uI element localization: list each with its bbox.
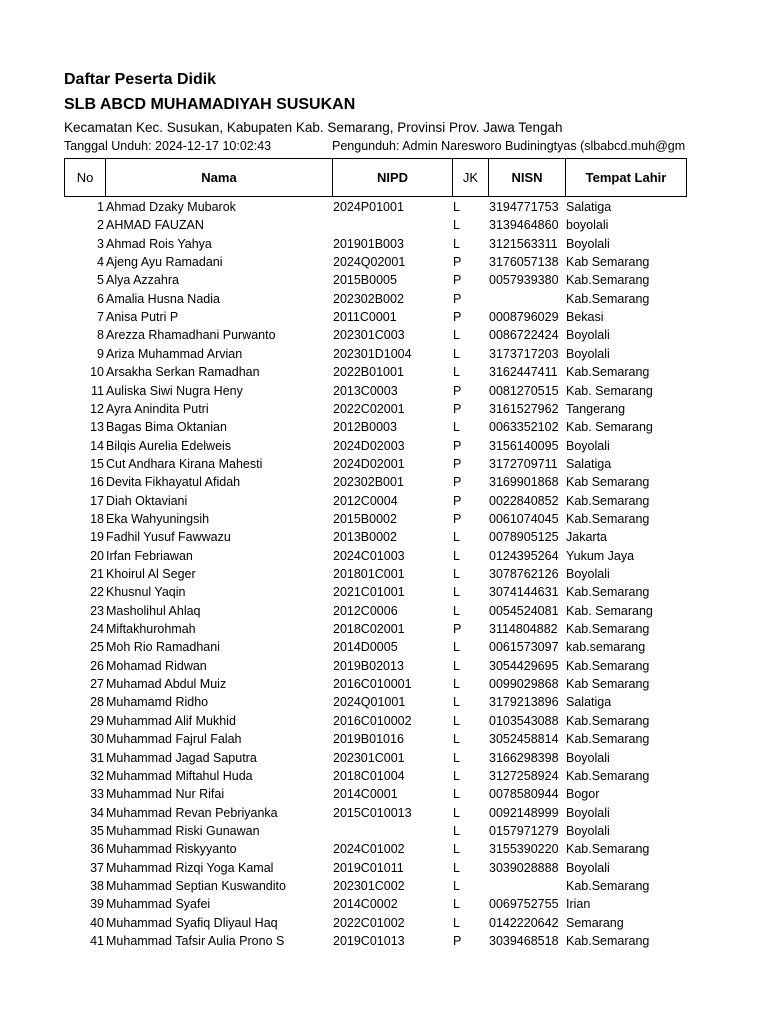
row-nipd: 2015B0002: [333, 511, 397, 526]
row-tempat-lahir: Bogor: [566, 787, 600, 802]
row-jk: L: [453, 878, 460, 893]
row-nisn: 3162447411: [489, 365, 558, 380]
row-nisn: 3052458814: [489, 732, 559, 747]
row-tempat-lahir: Salatiga: [566, 200, 612, 214]
row-jk: P: [453, 383, 462, 398]
row-nisn: 3114804882: [489, 622, 558, 637]
row-tempat-lahir: Boyolali: [566, 328, 610, 343]
row-nisn: 0099029868: [489, 677, 559, 692]
row-nisn: 3078762126: [489, 567, 559, 581]
row-nisn: 0086722424: [489, 328, 559, 343]
row-no: 19: [90, 530, 104, 545]
row-jk: L: [453, 236, 460, 251]
row-tempat-lahir: Irian: [566, 897, 591, 912]
row-nama: Auliska Siwi Nugra Heny: [106, 383, 243, 398]
row-nipd: 2012C0004: [333, 493, 398, 508]
row-nipd: 2016C010001: [333, 677, 412, 692]
row-nisn: 3054429695: [489, 658, 559, 673]
row-nisn: 3194771753: [489, 200, 559, 214]
row-no: 28: [90, 695, 104, 710]
row-nama: Muhamamd Ridho: [106, 695, 209, 710]
row-tempat-lahir: Semarang: [566, 915, 624, 930]
row-jk: L: [453, 530, 460, 545]
row-nisn: 0092148999: [489, 805, 559, 820]
row-nipd: 2019B02013: [333, 658, 404, 673]
row-nisn: 3074144631: [489, 585, 559, 600]
row-tempat-lahir: Kab.Semarang: [566, 365, 650, 380]
row-jk: L: [453, 897, 460, 912]
row-nipd: 2018C02001: [333, 622, 405, 637]
row-nama: Alya Azzahra: [106, 273, 179, 288]
row-tempat-lahir: Kab Semarang: [566, 677, 650, 692]
row-nama: Ayra Anindita Putri: [106, 401, 209, 416]
header-jk: JK: [453, 159, 489, 196]
row-nisn: 0078580944: [489, 787, 559, 802]
row-jk: L: [453, 658, 460, 673]
row-nipd: 2018C01004: [333, 768, 405, 783]
download-date: Tanggal Unduh: 2024-12-17 10:02:43: [64, 139, 272, 153]
row-nisn: 0078905125: [489, 530, 559, 545]
row-no: 40: [90, 915, 104, 930]
row-tempat-lahir: Boyolali: [566, 805, 610, 820]
row-no: 13: [90, 420, 104, 435]
row-no: 27: [90, 677, 104, 692]
row-jk: L: [453, 823, 460, 838]
row-nipd: 2014C0002: [333, 897, 398, 912]
row-no: 5: [97, 273, 104, 288]
row-nipd: 2016C010002: [333, 713, 412, 728]
row-nipd: 2012C0006: [333, 603, 398, 618]
row-nipd: 2024D02001: [333, 456, 405, 471]
row-tempat-lahir: boyolali: [566, 218, 609, 233]
row-nipd: 202302B001: [333, 475, 404, 490]
row-no: 32: [90, 768, 104, 783]
row-tempat-lahir: Yukum Jaya: [566, 548, 635, 563]
row-tempat-lahir: Kab. Semarang: [566, 420, 653, 435]
row-nisn: 3039028888: [489, 860, 559, 875]
row-jk: L: [453, 805, 460, 820]
row-jk: P: [453, 622, 462, 637]
row-nama: Muhammad Syafei: [106, 897, 211, 912]
row-nipd: 2022C01002: [333, 915, 405, 930]
row-tempat-lahir: Kab.Semarang: [566, 622, 650, 637]
row-no: 41: [90, 934, 104, 948]
row-tempat-lahir: Boyolali: [566, 750, 610, 765]
row-nipd: 2024P01001: [333, 200, 404, 214]
header-nama: Nama: [106, 159, 333, 196]
row-nipd: 2013C0003: [333, 383, 398, 398]
row-jk: L: [453, 677, 460, 692]
row-nipd: 2019C01013: [333, 934, 405, 948]
row-nipd: 2013B0002: [333, 530, 397, 545]
row-tempat-lahir: Boyolali: [566, 236, 610, 251]
row-tempat-lahir: Kab.Semarang: [566, 291, 650, 306]
row-nama: Muhammad Fajrul Falah: [106, 732, 242, 747]
row-tempat-lahir: Kab.Semarang: [566, 511, 650, 526]
row-jk: P: [453, 493, 462, 508]
row-tempat-lahir: Kab Semarang: [566, 475, 650, 490]
row-nipd: 2021C01001: [333, 585, 405, 600]
row-nama: Muhammad Riskyyanto: [106, 842, 237, 857]
row-tempat-lahir: Kab Semarang: [566, 255, 650, 270]
row-nisn: 0063352102: [489, 420, 559, 435]
row-no: 29: [90, 713, 104, 728]
row-nipd: 2014C0001: [333, 787, 398, 802]
row-tempat-lahir: Tangerang: [566, 401, 626, 416]
row-nisn: 3139464860: [489, 218, 559, 233]
row-no: 16: [90, 475, 104, 490]
row-jk: L: [453, 346, 460, 361]
row-nama: Muhamad Abdul Muiz: [106, 677, 227, 692]
row-nisn: 0142220642: [489, 915, 559, 930]
row-nama: Khusnul Yaqin: [106, 585, 186, 600]
row-nama: Muhammad Riski Gunawan: [106, 823, 260, 838]
row-tempat-lahir: Salatiga: [566, 456, 612, 471]
row-nama: Bilqis Aurelia Edelweis: [106, 438, 232, 453]
row-nama: Ariza Muhammad Arvian: [106, 346, 243, 361]
row-jk: P: [453, 438, 462, 453]
row-nipd: 2024Q01001: [333, 695, 406, 710]
row-jk: L: [453, 218, 460, 233]
row-nisn: 0061573097: [489, 640, 559, 655]
row-nama: Masholihul Ahlaq: [106, 603, 201, 618]
row-no: 6: [97, 291, 104, 306]
row-nama: Muhammad Syafiq Dliyaul Haq: [106, 915, 278, 930]
row-nama: Ahmad Rois Yahya: [106, 236, 212, 251]
row-tempat-lahir: Boyolali: [566, 438, 610, 453]
row-nisn: 3172709711: [489, 456, 558, 471]
row-tempat-lahir: Kab.Semarang: [566, 273, 650, 288]
row-tempat-lahir: Kab.Semarang: [566, 732, 650, 747]
header-nipd: NIPD: [333, 159, 453, 196]
row-nama: Anisa Putri P: [106, 310, 179, 325]
row-jk: L: [453, 732, 460, 747]
row-nama: Amalia Husna Nadia: [106, 291, 220, 306]
row-jk: L: [453, 420, 460, 435]
row-jk: L: [453, 365, 460, 380]
row-tempat-lahir: Kab.Semarang: [566, 842, 650, 857]
row-nama: Diah Oktaviani: [106, 493, 188, 508]
row-jk: L: [453, 603, 460, 618]
row-jk: P: [453, 475, 462, 490]
row-nisn: 3176057138: [489, 255, 559, 270]
row-nisn: 0069752755: [489, 897, 559, 912]
row-no: 25: [90, 640, 104, 655]
row-jk: L: [453, 328, 460, 343]
row-nama: Muhammad Nur Rifai: [106, 787, 225, 802]
row-nisn: 3127258924: [489, 768, 559, 783]
row-nipd: 201901B003: [333, 236, 404, 251]
row-nipd: 2019B01016: [333, 732, 404, 747]
row-jk: L: [453, 640, 460, 655]
row-tempat-lahir: Salatiga: [566, 695, 612, 710]
row-jk: L: [453, 787, 460, 802]
row-tempat-lahir: Kab. Semarang: [566, 603, 653, 618]
row-nama: Muhammad Revan Pebriyanka: [106, 805, 278, 820]
row-nipd: 2022C02001: [333, 401, 405, 416]
row-tempat-lahir: Kab.Semarang: [566, 768, 650, 783]
row-nama: Khoirul Al Seger: [106, 567, 196, 581]
row-no: 30: [90, 732, 104, 747]
row-jk: P: [453, 401, 462, 416]
row-jk: L: [453, 200, 460, 214]
row-jk: P: [453, 255, 462, 270]
row-nama: Muhammad Septian Kuswandito: [106, 878, 286, 893]
row-jk: L: [453, 750, 460, 765]
row-no: 22: [90, 585, 104, 600]
row-nama: Mohamad Ridwan: [106, 658, 207, 673]
row-nipd: 2019C01011: [333, 860, 404, 875]
row-no: 39: [90, 897, 104, 912]
school-name: SLB ABCD MUHAMADIYAH SUSUKAN: [64, 96, 356, 113]
row-no: 20: [90, 548, 104, 563]
row-no: 21: [90, 567, 104, 581]
row-tempat-lahir: Kab.Semarang: [566, 493, 650, 508]
row-nisn: 0022840852: [489, 493, 559, 508]
row-nama: Arezza Rhamadhani Purwanto: [106, 328, 276, 343]
row-nisn: 0054524081: [489, 603, 559, 618]
row-no: 2: [97, 218, 104, 233]
row-nipd: 202301C001: [333, 750, 405, 765]
row-no: 18: [90, 511, 104, 526]
row-no: 12: [90, 401, 104, 416]
row-nama: Moh Rio Ramadhani: [106, 640, 220, 655]
row-jk: P: [453, 273, 462, 288]
row-nipd: 202301D1004: [333, 346, 412, 361]
row-nama: Muhammad Miftahul Huda: [106, 768, 253, 783]
row-no: 23: [90, 603, 104, 618]
row-nisn: 3166298398: [489, 750, 559, 765]
row-jk: L: [453, 915, 460, 930]
row-nisn: 0103543088: [489, 713, 559, 728]
row-no: 33: [90, 787, 104, 802]
document-title: Daftar Peserta Didik: [64, 71, 217, 88]
row-nama: Miftakhurohmah: [106, 622, 196, 637]
row-tempat-lahir: Kab. Semarang: [566, 383, 653, 398]
row-nisn: 3121563311: [489, 236, 558, 251]
row-tempat-lahir: Boyolali: [566, 823, 610, 838]
row-no: 3: [97, 236, 104, 251]
location-line: Kecamatan Kec. Susukan, Kabupaten Kab. Semarang, Provinsi Prov. Jawa Tengah: [64, 120, 563, 135]
row-nipd: 2022B01001: [333, 365, 404, 380]
row-tempat-lahir: Boyolali: [566, 860, 610, 875]
row-tempat-lahir: kab.semarang: [566, 640, 646, 655]
row-nama: Ajeng Ayu Ramadani: [106, 255, 223, 270]
row-nama: Devita Fikhayatul Afidah: [106, 475, 241, 490]
row-nipd: 202301C002: [333, 878, 405, 893]
row-nisn: 3039468518: [489, 934, 559, 948]
row-nisn: 3179213896: [489, 695, 559, 710]
row-nipd: 2024Q02001: [333, 255, 406, 270]
row-jk: L: [453, 548, 460, 563]
row-nipd: 2015B0005: [333, 273, 397, 288]
row-nama: Muhammad Jagad Saputra: [106, 750, 257, 765]
row-no: 9: [97, 346, 104, 361]
row-no: 31: [90, 750, 104, 765]
row-jk: P: [453, 456, 462, 471]
row-tempat-lahir: Kab.Semarang: [566, 658, 650, 673]
row-nama: Fadhil Yusuf Fawwazu: [106, 530, 231, 545]
header-nisn: NISN: [489, 159, 566, 196]
row-jk: L: [453, 860, 460, 875]
row-tempat-lahir: Jakarta: [566, 530, 607, 545]
row-nisn: 3155390220: [489, 842, 559, 857]
row-nisn: 0061074045: [489, 511, 559, 526]
row-jk: P: [453, 934, 462, 948]
row-tempat-lahir: Boyolali: [566, 346, 610, 361]
row-no: 36: [90, 842, 104, 857]
row-no: 10: [90, 365, 104, 380]
row-nama: Muhammad Tafsir Aulia Prono S: [106, 934, 285, 948]
row-nama: Bagas Bima Oktanian: [106, 420, 227, 435]
row-jk: L: [453, 768, 460, 783]
row-no: 17: [90, 493, 104, 508]
row-nisn: 0157971279: [489, 823, 559, 838]
row-jk: L: [453, 585, 460, 600]
row-no: 7: [97, 310, 104, 325]
row-tempat-lahir: Kab.Semarang: [566, 585, 650, 600]
row-no: 37: [90, 860, 104, 875]
table-header: [64, 158, 687, 197]
row-jk: P: [453, 291, 462, 306]
row-nama: Ahmad Dzaky Mubarok: [106, 200, 236, 214]
row-jk: P: [453, 310, 462, 325]
header-no: No: [65, 159, 106, 196]
downloader-info: Pengunduh: Admin Naresworo Budiningtyas (slbabcd.muh@gm: [332, 139, 686, 153]
row-nama: Cut Andhara Kirana Mahesti: [106, 456, 263, 471]
row-nama: Arsakha Serkan Ramadhan: [106, 365, 260, 380]
header-tempat-lahir: Tempat Lahir: [585, 170, 667, 185]
row-jk: L: [453, 713, 460, 728]
row-nipd: 202301C003: [333, 328, 405, 343]
row-nipd: 2014D0005: [333, 640, 398, 655]
row-nisn: 0008796029: [489, 310, 559, 325]
row-no: 8: [97, 328, 104, 343]
row-no: 24: [90, 622, 104, 637]
row-jk: P: [453, 511, 462, 526]
row-tempat-lahir: Kab.Semarang: [566, 878, 650, 893]
row-nipd: 2024C01003: [333, 548, 405, 563]
row-tempat-lahir: Bekasi: [566, 310, 604, 325]
row-tempat-lahir: Boyolali: [566, 567, 610, 581]
row-nipd: 201801C001: [333, 567, 405, 581]
row-no: 4: [97, 255, 104, 270]
row-nisn: 0057939380: [489, 273, 559, 288]
row-tempat-lahir: Kab.Semarang: [566, 713, 650, 728]
row-jk: L: [453, 567, 460, 581]
row-nama: Irfan Febriawan: [106, 548, 193, 563]
row-nipd: 202302B002: [333, 291, 404, 306]
row-no: 11: [91, 383, 104, 398]
row-nama: AHMAD FAUZAN: [106, 218, 204, 233]
row-jk: L: [453, 695, 460, 710]
row-no: 15: [90, 456, 104, 471]
row-nisn: 3161527962: [489, 401, 559, 416]
row-tempat-lahir: Kab.Semarang: [566, 934, 650, 948]
row-nisn: 3169901868: [489, 475, 559, 490]
row-nisn: 3173717203: [489, 346, 559, 361]
row-nisn: 3156140095: [489, 438, 559, 453]
row-nama: Muhammad Rizqi Yoga Kamal: [106, 860, 274, 875]
row-no: 1: [97, 200, 104, 214]
row-nisn: 0124395264: [489, 548, 559, 563]
row-nipd: 2024C01002: [333, 842, 405, 857]
row-nama: Muhammad Alif Mukhid: [106, 713, 236, 728]
row-jk: L: [453, 842, 460, 857]
row-nipd: 2024D02003: [333, 438, 405, 453]
row-nama: Eka Wahyuningsih: [106, 511, 210, 526]
row-no: 35: [90, 823, 104, 838]
row-no: 34: [90, 805, 104, 820]
row-nisn: 0081270515: [489, 383, 559, 398]
row-no: 38: [90, 878, 104, 893]
row-nipd: 2015C010013: [333, 805, 412, 820]
row-nipd: 2011C0001: [333, 310, 397, 325]
row-no: 14: [90, 438, 104, 453]
row-nipd: 2012B0003: [333, 420, 397, 435]
row-no: 26: [90, 658, 104, 673]
